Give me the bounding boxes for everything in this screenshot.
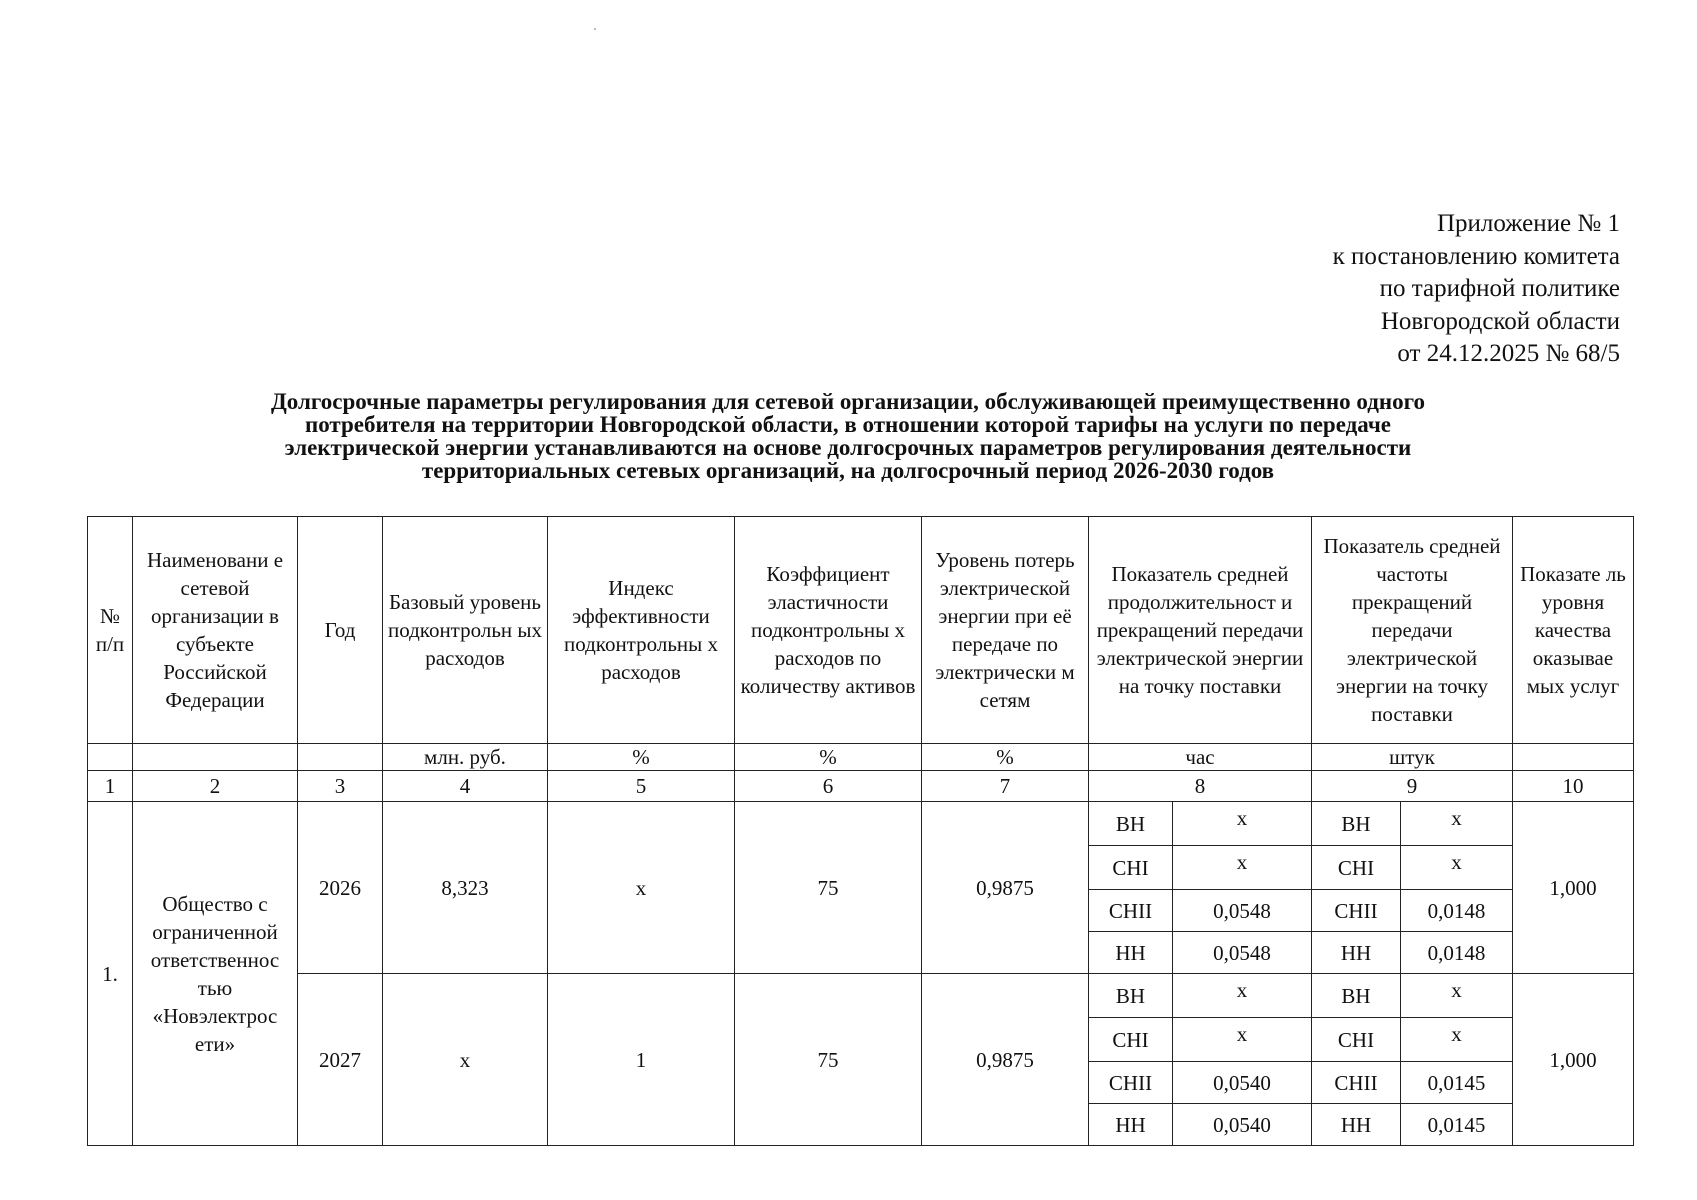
unit-cell bbox=[298, 744, 383, 771]
voltage-level: ВН bbox=[1312, 974, 1401, 1018]
duration-value: 0,0548 bbox=[1173, 932, 1312, 974]
frequency-value: x bbox=[1401, 802, 1513, 846]
header-number: № п/п bbox=[88, 517, 133, 744]
header-organization: Наименовани е сетевой организации в субъекте Российской Федерации bbox=[133, 517, 298, 744]
voltage-level: СНII bbox=[1089, 890, 1173, 932]
frequency-value: 0,0145 bbox=[1401, 1104, 1513, 1146]
column-number: 10 bbox=[1513, 771, 1634, 802]
voltage-level: НН bbox=[1312, 1104, 1401, 1146]
duration-value: x bbox=[1173, 1018, 1312, 1062]
frequency-value: x bbox=[1401, 1018, 1513, 1062]
year-cell: 2026 bbox=[298, 802, 383, 974]
elasticity-cell: 75 bbox=[735, 974, 922, 1146]
document-title bbox=[88, 390, 1608, 482]
unit-elasticity: % bbox=[735, 744, 922, 771]
frequency-value: 0,0148 bbox=[1401, 890, 1513, 932]
voltage-level: НН bbox=[1312, 932, 1401, 974]
header-elasticity: Коэффициент эластичности подконтрольны х расходов по количеству активов bbox=[735, 517, 922, 744]
appendix-line: Новгородской области bbox=[1380, 307, 1620, 335]
header-frequency: Показатель средней частоты прекращений передачи электрической энергии на точку поставки bbox=[1312, 517, 1513, 744]
title-line: территориальных сетевых организаций, на долгосрочный период 2026-2030 годов bbox=[421, 458, 1275, 483]
duration-value: x bbox=[1173, 802, 1312, 846]
quality-cell: 1,000 bbox=[1513, 802, 1634, 974]
title-line: электрической энергии устанавливаются на основе долгосрочных параметров регулирования деятельности bbox=[284, 435, 1412, 460]
unit-frequency: штук bbox=[1312, 744, 1513, 771]
column-number: 2 bbox=[133, 771, 298, 802]
voltage-level: ВН bbox=[1312, 802, 1401, 846]
unit-efficiency: % bbox=[548, 744, 735, 771]
duration-value: x bbox=[1173, 846, 1312, 890]
title-line: Долгосрочные параметры регулирования для сетевой организации, обслуживающей преимущественно одного bbox=[270, 389, 1426, 414]
column-number: 9 bbox=[1312, 771, 1513, 802]
header-base-cost: Базовый уровень подконтрольн ых расходов bbox=[383, 517, 548, 744]
column-number: 3 bbox=[298, 771, 383, 802]
title-line: потребителя на территории Новгородской области, в отношении которой тарифы на услуги по передаче bbox=[304, 412, 1392, 437]
unit-base-cost: млн. руб. bbox=[383, 744, 548, 771]
voltage-level: СНII bbox=[1089, 1062, 1173, 1104]
header-efficiency-index: Индекс эффективности подконтрольны х расходов bbox=[548, 517, 735, 744]
table-row bbox=[88, 974, 1634, 1018]
efficiency-index-cell: x bbox=[548, 802, 735, 974]
appendix-line: по тарифной политике bbox=[1379, 275, 1620, 302]
frequency-value: 0,0148 bbox=[1401, 932, 1513, 974]
column-number: 1 bbox=[88, 771, 133, 802]
appendix-date-line: от 24.12.2025 № 68/5 bbox=[1397, 340, 1620, 367]
duration-value: 0,0540 bbox=[1173, 1062, 1312, 1104]
voltage-level: ВН bbox=[1089, 802, 1173, 846]
column-number: 4 bbox=[383, 771, 548, 802]
column-number: 5 bbox=[548, 771, 735, 802]
frequency-value: x bbox=[1401, 974, 1513, 1018]
unit-cell bbox=[133, 744, 298, 771]
losses-cell: 0,9875 bbox=[922, 974, 1089, 1146]
header-losses: Уровень потерь электрической энергии при её передаче по электрически м сетям bbox=[922, 517, 1089, 744]
column-number: 7 bbox=[922, 771, 1089, 802]
header-year: Год bbox=[298, 517, 383, 744]
quality-cell: 1,000 bbox=[1513, 974, 1634, 1146]
voltage-level: СНII bbox=[1312, 890, 1401, 932]
efficiency-index-cell: 1 bbox=[548, 974, 735, 1146]
row-number: 1. bbox=[88, 802, 133, 1146]
unit-duration: час bbox=[1089, 744, 1312, 771]
appendix-block bbox=[1333, 208, 1620, 371]
parameters-table bbox=[87, 516, 1634, 1146]
duration-value: x bbox=[1173, 974, 1312, 1018]
losses-cell: 0,9875 bbox=[922, 802, 1089, 974]
appendix-line: Приложение № 1 bbox=[1436, 210, 1620, 237]
unit-cell bbox=[1513, 744, 1634, 771]
column-number: 8 bbox=[1089, 771, 1312, 802]
unit-cell bbox=[88, 744, 133, 771]
duration-value: 0,0540 bbox=[1173, 1104, 1312, 1146]
unit-losses: % bbox=[922, 744, 1089, 771]
column-number-row bbox=[88, 771, 1634, 802]
appendix-line: к постановлению комитета bbox=[1332, 242, 1620, 270]
voltage-level: НН bbox=[1089, 1104, 1173, 1146]
base-cost-cell: 8,323 bbox=[383, 802, 548, 974]
column-number: 6 bbox=[735, 771, 922, 802]
voltage-level: СНI bbox=[1089, 846, 1173, 890]
scan-speck bbox=[594, 28, 596, 30]
voltage-level: СНII bbox=[1312, 1062, 1401, 1104]
table-row bbox=[88, 802, 1634, 846]
duration-value: 0,0548 bbox=[1173, 890, 1312, 932]
voltage-level: СНI bbox=[1089, 1018, 1173, 1062]
header-quality: Показате ль уровня качества оказывае мых услуг bbox=[1513, 517, 1634, 744]
voltage-level: НН bbox=[1089, 932, 1173, 974]
frequency-value: x bbox=[1401, 846, 1513, 890]
elasticity-cell: 75 bbox=[735, 802, 922, 974]
voltage-level: ВН bbox=[1089, 974, 1173, 1018]
year-cell: 2027 bbox=[298, 974, 383, 1146]
organization-name: Общество с ограниченной ответственнос тью «Новэлектрос ети» bbox=[133, 802, 298, 1146]
frequency-value: 0,0145 bbox=[1401, 1062, 1513, 1104]
header-duration: Показатель средней продолжительност и прекращений передачи электрической энергии на точку поставки bbox=[1089, 517, 1312, 744]
voltage-level: СНI bbox=[1312, 1018, 1401, 1062]
voltage-level: СНI bbox=[1312, 846, 1401, 890]
units-row bbox=[88, 744, 1634, 771]
base-cost-cell: x bbox=[383, 974, 548, 1146]
header-row bbox=[88, 517, 1634, 744]
